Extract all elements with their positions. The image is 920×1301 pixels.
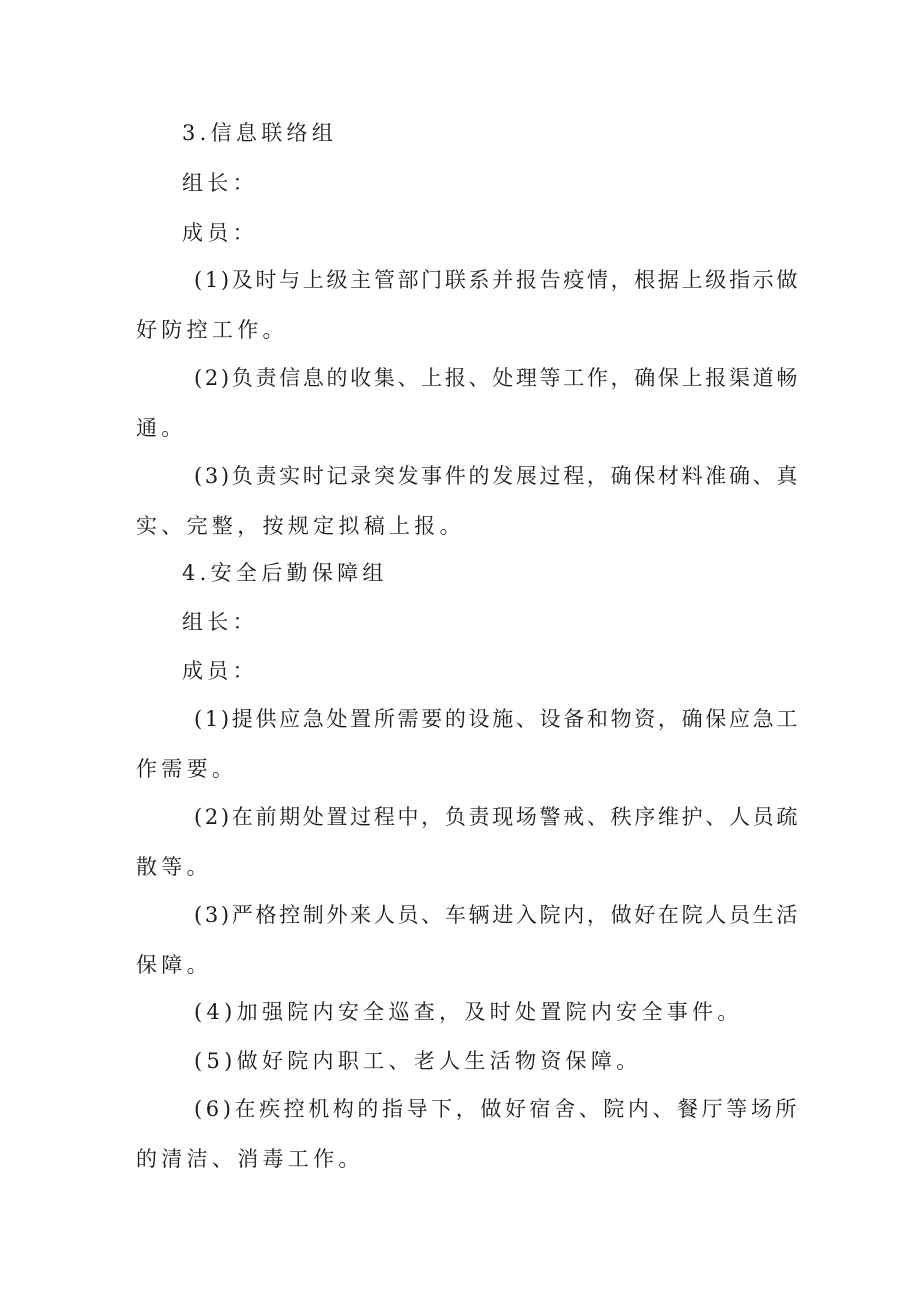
paragraph-line: 好防控工作。 bbox=[136, 318, 288, 342]
paragraph-line: (2)负责信息的收集、上报、处理等工作，确保上报渠道畅 bbox=[194, 366, 800, 390]
section-heading-info-liaison: 3.信息联络组 bbox=[182, 121, 338, 145]
paragraph-line: (6)在疾控机构的指导下，做好宿舍、院内、餐厅等场所 bbox=[194, 1097, 800, 1121]
paragraph-line: 实、完整，按规定拟稿上报。 bbox=[136, 514, 465, 538]
paragraph-line: 散等。 bbox=[136, 855, 212, 879]
section-heading-security-logistics: 4.安全后勤保障组 bbox=[182, 561, 388, 585]
paragraph-line: (2)在前期处置过程中，负责现场警戒、秩序维护、人员疏 bbox=[194, 805, 800, 829]
paragraph-line: (4)加强院内安全巡查，及时处置院内安全事件。 bbox=[194, 1000, 743, 1024]
leader-label: 组长： bbox=[182, 610, 258, 634]
paragraph-line: (1)及时与上级主管部门联系并报告疫情，根据上级指示做 bbox=[194, 268, 800, 292]
members-label: 成员： bbox=[182, 659, 258, 683]
leader-label: 组长： bbox=[182, 171, 258, 195]
paragraph-line: 的清洁、消毒工作。 bbox=[136, 1147, 364, 1171]
paragraph-line: 保障。 bbox=[136, 953, 212, 977]
paragraph-line: (1)提供应急处置所需要的设施、设备和物资，确保应急工 bbox=[194, 707, 800, 731]
members-label: 成员： bbox=[182, 221, 258, 245]
paragraph-line: 通。 bbox=[136, 416, 187, 440]
paragraph-line: (3)严格控制外来人员、车辆进入院内，做好在院人员生活 bbox=[194, 903, 800, 927]
paragraph-line: (3)负责实时记录突发事件的发展过程，确保材料准确、真 bbox=[194, 464, 800, 488]
paragraph-line: 作需要。 bbox=[136, 757, 238, 781]
paragraph-line: (5)做好院内职工、老人生活物资保障。 bbox=[194, 1049, 642, 1073]
